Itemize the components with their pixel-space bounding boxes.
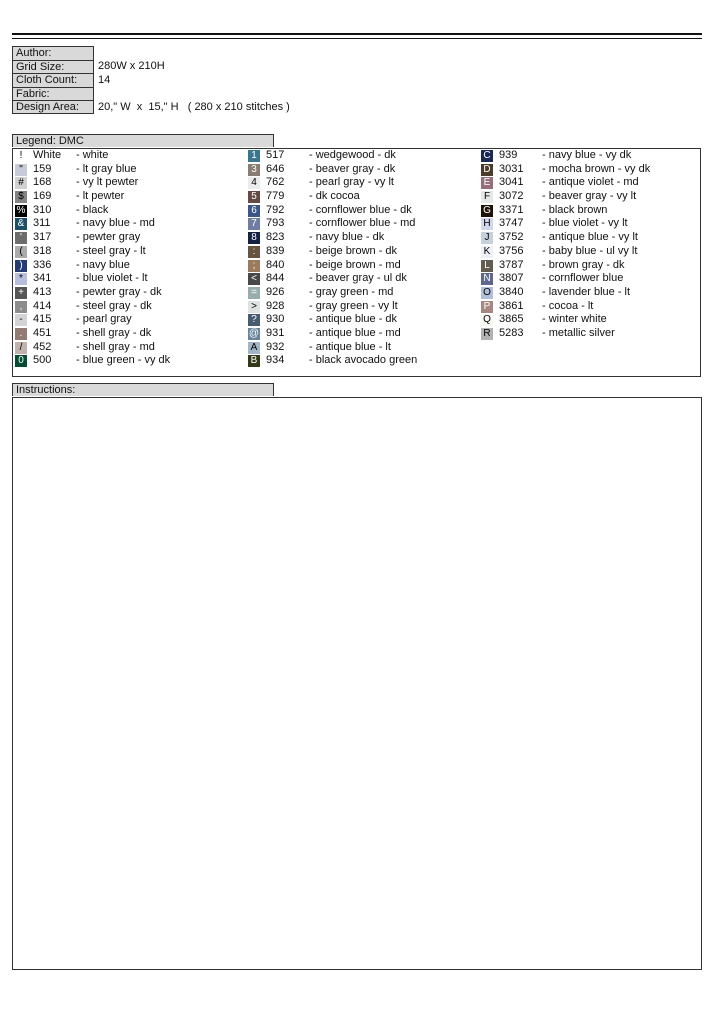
legend-row bbox=[15, 300, 235, 314]
floss-description: - gray green - vy lt bbox=[309, 299, 398, 312]
color-swatch-symbol: G bbox=[481, 205, 493, 217]
floss-description: - blue violet - lt bbox=[76, 272, 148, 285]
legend-row bbox=[248, 149, 468, 163]
color-swatch-symbol: . bbox=[15, 328, 27, 340]
legend-row bbox=[248, 300, 468, 314]
legend-row bbox=[248, 341, 468, 355]
floss-code: 3840 bbox=[499, 285, 524, 298]
floss-code: 823 bbox=[266, 231, 285, 244]
floss-description: - beige brown - md bbox=[309, 258, 401, 271]
legend-row bbox=[15, 190, 235, 204]
color-swatch-symbol: 0 bbox=[15, 355, 27, 367]
floss-code: 317 bbox=[33, 231, 52, 244]
top-rule bbox=[12, 33, 702, 35]
floss-description: - shell gray - dk bbox=[76, 326, 152, 339]
instructions-box bbox=[12, 397, 702, 970]
legend-column-2 bbox=[248, 149, 468, 368]
color-swatch-symbol: 4 bbox=[248, 177, 260, 189]
floss-description: - lavender blue - lt bbox=[542, 285, 631, 298]
legend-row bbox=[15, 327, 235, 341]
color-swatch-symbol: : bbox=[248, 246, 260, 258]
legend-row bbox=[248, 217, 468, 231]
legend-row bbox=[248, 272, 468, 286]
legend-row bbox=[15, 245, 235, 259]
legend-row bbox=[481, 217, 701, 231]
color-swatch-symbol: O bbox=[481, 287, 493, 299]
color-swatch-symbol: J bbox=[481, 232, 493, 244]
legend-row bbox=[248, 286, 468, 300]
floss-description: - black bbox=[76, 203, 109, 216]
legend-row bbox=[15, 149, 235, 163]
floss-description: - vy lt pewter bbox=[76, 176, 139, 189]
floss-description: - cocoa - lt bbox=[542, 299, 594, 312]
floss-code: 3747 bbox=[499, 217, 524, 230]
floss-code: 844 bbox=[266, 272, 285, 285]
cloth-count-label: Cloth Count: bbox=[12, 73, 94, 87]
color-swatch-symbol: # bbox=[15, 177, 27, 189]
color-swatch-symbol: + bbox=[15, 287, 27, 299]
legend-row bbox=[248, 259, 468, 273]
legend-row bbox=[481, 272, 701, 286]
legend-row bbox=[481, 204, 701, 218]
floss-description: - shell gray - md bbox=[76, 340, 155, 353]
floss-code: 159 bbox=[33, 162, 52, 175]
cloth-count-row bbox=[12, 73, 290, 87]
floss-description: - antique blue - md bbox=[309, 326, 401, 339]
grid-size-value: 280W x 210H bbox=[98, 60, 165, 73]
floss-description: - antique blue - vy lt bbox=[542, 231, 638, 244]
color-swatch-symbol: , bbox=[15, 301, 27, 313]
floss-description: - wedgewood - dk bbox=[309, 149, 396, 161]
floss-description: - pearl gray bbox=[76, 313, 132, 326]
legend-row bbox=[481, 286, 701, 300]
floss-description: - navy blue - vy dk bbox=[542, 149, 632, 161]
floss-description: - beaver gray - ul dk bbox=[309, 272, 407, 285]
color-swatch-symbol: A bbox=[248, 342, 260, 354]
floss-code: 932 bbox=[266, 340, 285, 353]
floss-code: White bbox=[33, 149, 62, 161]
color-swatch-symbol: 3 bbox=[248, 164, 260, 176]
floss-code: 517 bbox=[266, 149, 285, 161]
instructions-title: Instructions: bbox=[12, 383, 274, 396]
color-swatch-symbol: ; bbox=[248, 260, 260, 272]
floss-code: 169 bbox=[33, 190, 52, 203]
floss-description: - blue green - vy dk bbox=[76, 354, 171, 367]
legend-row bbox=[15, 204, 235, 218]
color-swatch-symbol: 1 bbox=[248, 150, 260, 162]
floss-description: - navy blue - dk bbox=[309, 231, 385, 244]
grid-size-row bbox=[12, 60, 290, 74]
design-area-label: Design Area: bbox=[12, 100, 94, 115]
legend-row bbox=[248, 231, 468, 245]
floss-code: 311 bbox=[33, 217, 51, 230]
color-swatch-symbol: * bbox=[15, 273, 27, 285]
color-swatch-symbol: C bbox=[481, 150, 493, 162]
floss-code: 452 bbox=[33, 340, 52, 353]
grid-size-label: Grid Size: bbox=[12, 60, 94, 74]
floss-code: 931 bbox=[266, 326, 285, 339]
floss-code: 3752 bbox=[499, 231, 524, 244]
color-swatch-symbol: ) bbox=[15, 260, 27, 272]
floss-description: - cornflower blue - dk bbox=[309, 203, 412, 216]
legend-row bbox=[248, 176, 468, 190]
legend-row bbox=[248, 354, 468, 368]
floss-description: - pewter gray - dk bbox=[76, 285, 162, 298]
legend-row bbox=[15, 286, 235, 300]
floss-code: 939 bbox=[499, 149, 518, 161]
floss-description: - mocha brown - vy dk bbox=[542, 162, 651, 175]
floss-code: 414 bbox=[33, 299, 52, 312]
floss-description: - pewter gray bbox=[76, 231, 141, 244]
floss-description: - baby blue - ul vy lt bbox=[542, 244, 638, 257]
floss-code: 646 bbox=[266, 162, 285, 175]
floss-code: 3865 bbox=[499, 313, 524, 326]
floss-code: 336 bbox=[33, 258, 52, 271]
floss-description: - navy blue - md bbox=[76, 217, 155, 230]
legend-row bbox=[15, 176, 235, 190]
legend-box bbox=[12, 148, 701, 377]
floss-code: 793 bbox=[266, 217, 285, 230]
floss-code: 930 bbox=[266, 313, 285, 326]
fabric-row bbox=[12, 87, 290, 101]
floss-code: 3756 bbox=[499, 244, 524, 257]
author-row bbox=[12, 46, 290, 60]
floss-code: 318 bbox=[33, 244, 52, 257]
floss-description: - navy blue bbox=[76, 258, 130, 271]
color-swatch-symbol: L bbox=[481, 260, 493, 272]
floss-description: - pearl gray - vy lt bbox=[309, 176, 394, 189]
pattern-info bbox=[12, 46, 290, 114]
floss-code: 341 bbox=[33, 272, 52, 285]
legend-row bbox=[481, 259, 701, 273]
color-swatch-symbol: % bbox=[16, 204, 26, 216]
color-swatch-symbol: ? bbox=[248, 314, 260, 326]
top-rule-thin bbox=[12, 38, 702, 39]
floss-code: 762 bbox=[266, 176, 285, 189]
floss-code: 413 bbox=[33, 285, 52, 298]
author-label: Author: bbox=[12, 46, 94, 60]
legend-row bbox=[481, 327, 701, 341]
floss-description: - black brown bbox=[542, 203, 608, 216]
legend-row bbox=[481, 245, 701, 259]
legend-row bbox=[481, 163, 701, 177]
color-swatch-symbol: N bbox=[481, 273, 493, 285]
legend-row bbox=[481, 231, 701, 245]
floss-description: - brown gray - dk bbox=[542, 258, 625, 271]
floss-description: - lt gray blue bbox=[76, 162, 137, 175]
floss-description: - cornflower blue bbox=[542, 272, 624, 285]
legend-row bbox=[481, 176, 701, 190]
legend-column-3 bbox=[481, 149, 701, 341]
floss-code: 3031 bbox=[499, 162, 524, 175]
legend-row bbox=[15, 217, 235, 231]
floss-code: 168 bbox=[33, 176, 52, 189]
floss-description: - lt pewter bbox=[76, 190, 125, 203]
floss-code: 840 bbox=[266, 258, 285, 271]
legend-row bbox=[15, 341, 235, 355]
floss-code: 926 bbox=[266, 285, 285, 298]
legend-row bbox=[481, 149, 701, 163]
color-swatch-symbol: " bbox=[15, 164, 27, 176]
legend-column-1 bbox=[15, 149, 235, 368]
color-swatch-symbol: D bbox=[481, 164, 493, 176]
floss-code: 3041 bbox=[499, 176, 524, 189]
color-swatch-symbol: B bbox=[248, 355, 260, 367]
floss-code: 500 bbox=[33, 354, 52, 367]
legend-row bbox=[15, 354, 235, 368]
color-swatch-symbol: E bbox=[481, 177, 493, 189]
legend-row bbox=[15, 313, 235, 327]
floss-code: 415 bbox=[33, 313, 52, 326]
color-swatch-symbol: & bbox=[15, 218, 27, 230]
floss-code: 928 bbox=[266, 299, 285, 312]
color-swatch-symbol: 7 bbox=[248, 218, 260, 230]
color-swatch-symbol: 8 bbox=[248, 232, 260, 244]
floss-description: - black avocado green bbox=[309, 354, 418, 367]
legend-row bbox=[481, 300, 701, 314]
floss-description: - dk cocoa bbox=[309, 190, 360, 203]
color-swatch-symbol: - bbox=[15, 314, 27, 326]
legend-row bbox=[15, 259, 235, 273]
color-swatch-symbol: < bbox=[248, 273, 260, 285]
color-swatch-symbol: R bbox=[481, 328, 493, 340]
legend-row bbox=[248, 245, 468, 259]
floss-code: 779 bbox=[266, 190, 285, 203]
cloth-count-value: 14 bbox=[98, 73, 111, 86]
legend-row bbox=[15, 163, 235, 177]
floss-code: 451 bbox=[33, 326, 52, 339]
floss-description: - metallic silver bbox=[542, 326, 615, 339]
color-swatch-symbol: F bbox=[481, 191, 493, 203]
color-swatch-symbol: ( bbox=[15, 246, 27, 258]
design-area-row bbox=[12, 100, 290, 114]
legend-row bbox=[248, 163, 468, 177]
design-area-value: 20," W x 15," H ( 280 x 210 stitches ) bbox=[98, 101, 290, 114]
color-swatch-symbol: / bbox=[15, 342, 27, 354]
floss-description: - antique violet - md bbox=[542, 176, 639, 189]
floss-code: 5283 bbox=[499, 326, 524, 339]
floss-description: - winter white bbox=[542, 313, 607, 326]
floss-code: 3371 bbox=[499, 203, 524, 216]
color-swatch-symbol: = bbox=[248, 287, 260, 299]
floss-description: - antique blue - lt bbox=[309, 340, 391, 353]
color-swatch-symbol: Q bbox=[481, 314, 493, 326]
floss-code: 934 bbox=[266, 354, 285, 367]
legend-row bbox=[248, 313, 468, 327]
floss-code: 3861 bbox=[499, 299, 524, 312]
floss-description: - antique blue - dk bbox=[309, 313, 398, 326]
floss-description: - steel gray - dk bbox=[76, 299, 152, 312]
floss-description: - gray green - md bbox=[309, 285, 394, 298]
color-swatch-symbol: K bbox=[481, 246, 493, 258]
color-swatch-symbol: $ bbox=[15, 191, 27, 203]
floss-code: 3072 bbox=[499, 190, 524, 203]
floss-description: - cornflower blue - md bbox=[309, 217, 416, 230]
color-swatch-symbol: ' bbox=[15, 232, 27, 244]
floss-description: - beige brown - dk bbox=[309, 244, 398, 257]
color-swatch-symbol: > bbox=[248, 301, 260, 313]
color-swatch-symbol: ! bbox=[15, 150, 27, 162]
floss-code: 3807 bbox=[499, 272, 524, 285]
floss-code: 792 bbox=[266, 203, 285, 216]
floss-code: 310 bbox=[33, 203, 52, 216]
legend-row bbox=[248, 190, 468, 204]
floss-description: - beaver gray - vy lt bbox=[542, 190, 637, 203]
legend-row bbox=[15, 231, 235, 245]
color-swatch-symbol: H bbox=[481, 218, 493, 230]
legend-row bbox=[248, 327, 468, 341]
floss-code: 3787 bbox=[499, 258, 524, 271]
fabric-label: Fabric: bbox=[12, 87, 94, 101]
legend-row bbox=[481, 313, 701, 327]
color-swatch-symbol: 6 bbox=[248, 205, 260, 217]
color-swatch-symbol: P bbox=[481, 301, 493, 313]
legend-title: Legend: DMC bbox=[12, 134, 274, 147]
floss-code: 839 bbox=[266, 244, 285, 257]
floss-description: - white bbox=[76, 149, 109, 161]
legend-row bbox=[481, 190, 701, 204]
floss-description: - blue violet - vy lt bbox=[542, 217, 628, 230]
floss-description: - beaver gray - dk bbox=[309, 162, 396, 175]
color-swatch-symbol: @ bbox=[248, 327, 260, 339]
legend-row bbox=[248, 204, 468, 218]
color-swatch-symbol: 5 bbox=[248, 191, 260, 203]
legend-row bbox=[15, 272, 235, 286]
floss-description: - steel gray - lt bbox=[76, 244, 146, 257]
